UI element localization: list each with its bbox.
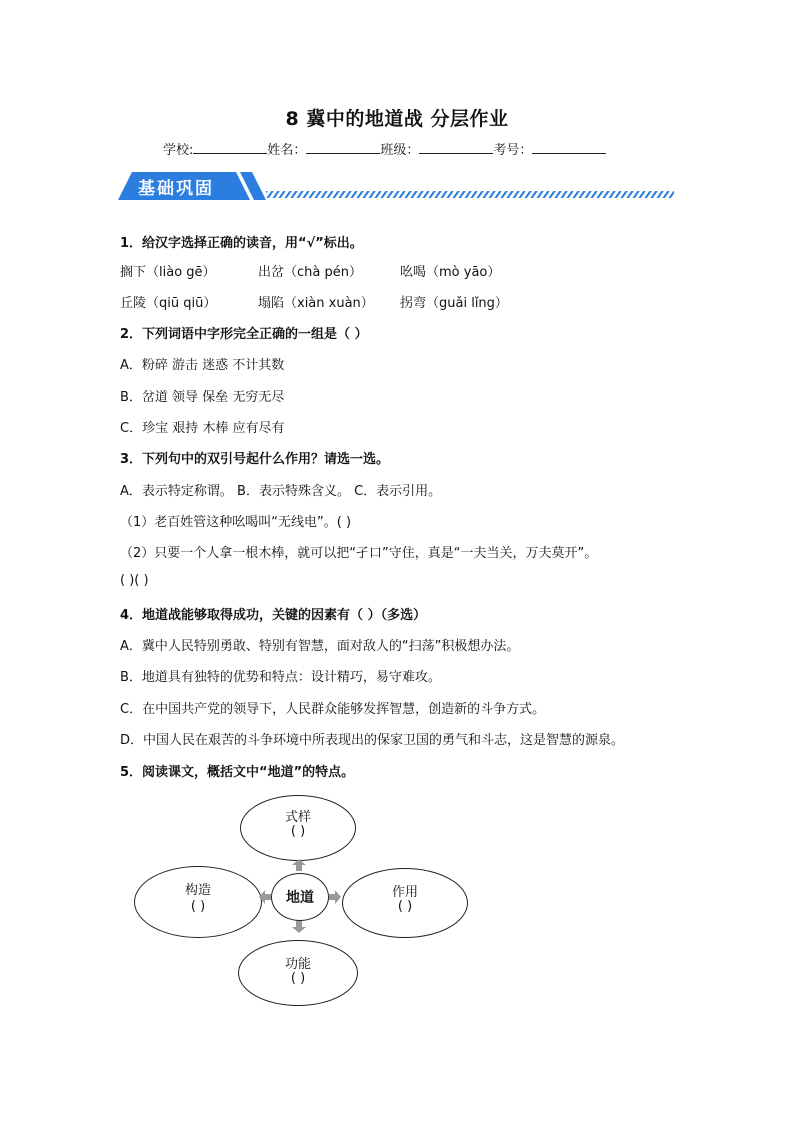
q1-r1-item3[interactable]: 吆喝（mò yāo） [400, 265, 501, 280]
diagram-node-left [134, 866, 262, 938]
student-info [163, 139, 606, 158]
section-label: 基础巩固 [138, 179, 214, 199]
name-label: 姓名： [267, 143, 307, 158]
q2-option-c[interactable]: C．珍宝 艰持 木棒 应有尽有 [120, 421, 285, 436]
diagram-center-node: 地道 [271, 873, 329, 921]
q2-stem: 2．下列词语中字形完全正确的一组是（ ） [120, 327, 368, 342]
exam-no-label: 考号： [493, 143, 533, 158]
q5-stem: 5．阅读课文，概括文中“地道”的特点。 [120, 765, 355, 780]
node-top-blank[interactable]: ( ) [290, 824, 306, 839]
q3-sentence-1[interactable]: （1）老百姓管这种吆喝叫“无线电”。( ) [120, 515, 352, 530]
node-left-blank[interactable]: ( ) [190, 899, 206, 914]
school-label: 学校: [163, 143, 194, 158]
arrow-right-icon [328, 889, 342, 905]
q4-option-a[interactable]: A．冀中人民特别勇敢、特别有智慧，面对敌人的“扫荡”积极想办法。 [120, 639, 520, 654]
node-right-blank[interactable]: ( ) [397, 899, 413, 914]
q1-r2-item1[interactable]: 丘陵（qiū qiū） [120, 296, 217, 311]
arrow-down-icon [291, 920, 307, 934]
page-title: 8 冀中的地道战 分层作业 [285, 108, 509, 130]
node-left-label: 构造 [184, 883, 211, 898]
node-top-label: 式样 [284, 810, 311, 825]
q1-r1-item2[interactable]: 出岔（chà pén） [258, 265, 362, 280]
arrow-up-icon [291, 858, 307, 872]
diagram-node-top [240, 795, 356, 861]
q1-stem: 1．给汉字选择正确的读音，用“√”标出。 [120, 236, 363, 251]
q3-stem: 3．下列句中的双引号起什么作用？请选一选。 [120, 452, 390, 467]
q4-stem: 4．地道战能够取得成功，关键的因素有（ ）（多选） [120, 608, 427, 623]
name-blank[interactable] [306, 141, 380, 154]
node-bottom-blank[interactable]: ( ) [290, 971, 306, 986]
school-blank[interactable] [193, 141, 267, 154]
banner-hatch-line [266, 191, 674, 198]
q1-r2-item3[interactable]: 拐弯（guǎi lǐng） [400, 296, 508, 311]
q2-option-b[interactable]: B．岔道 领导 保垒 无穷无尽 [120, 390, 285, 405]
exam-no-blank[interactable] [532, 141, 606, 154]
section-banner [118, 170, 678, 204]
q1-r2-item2[interactable]: 塌陷（xiàn xuàn） [258, 296, 374, 311]
q3-sentence-2: （2）只要一个人拿一根木棒，就可以把“孑口”守住，真是“一夫当关，万夫莫开”。 [120, 546, 598, 561]
arrow-left-icon [258, 889, 272, 905]
q4-option-d[interactable]: D．中国人民在艰苦的斗争环境中所表现出的保家卫国的勇气和斗志，这是智慧的源泉。 [120, 733, 625, 748]
q2-option-a[interactable]: A．粉碎 游击 迷惑 不计其数 [120, 358, 285, 373]
q4-option-c[interactable]: C．在中国共产党的领导下，人民群众能够发挥智慧，创造新的斗争方式。 [120, 702, 546, 717]
diagram-node-right [342, 868, 468, 938]
class-blank[interactable] [419, 141, 493, 154]
q1-r1-item1[interactable]: 搁下（liào gē） [120, 265, 216, 280]
q4-option-b[interactable]: B．地道具有独特的优势和特点：设计精巧，易守难攻。 [120, 670, 441, 685]
node-bottom-label: 功能 [284, 957, 311, 972]
class-label: 班级： [380, 143, 420, 158]
q3-options: A．表示特定称谓。 B．表示特殊含义。 C．表示引用。 [120, 484, 442, 499]
q3-answer-blanks[interactable]: ( )( ) [120, 573, 149, 588]
node-right-label: 作用 [391, 885, 418, 900]
diagram-node-bottom [238, 940, 358, 1006]
